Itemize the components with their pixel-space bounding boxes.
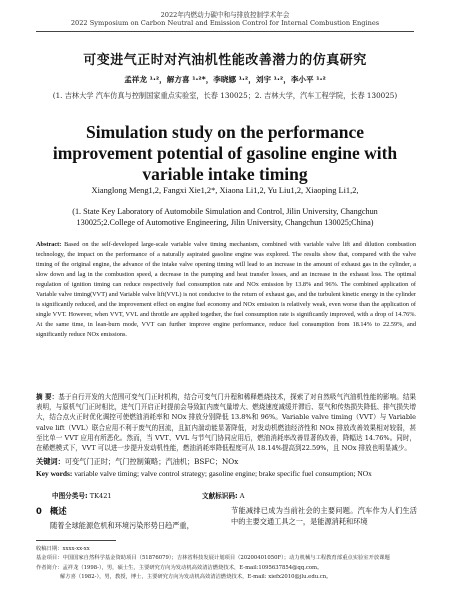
keywords-en-label: Key words:: [36, 469, 73, 478]
affiliations-zh: (1. 吉林大学 汽车仿真与控制国家重点实验室，长春 130025；2. 吉林大学，汽车工程学院，长春 130025): [52, 91, 398, 100]
affiliations-en: (1. State Key Laboratory of Automobile Simulation and Control, Jilin University, Changchun 130025;2.College of Automotive Engineering, Jilin University, Changchun 130025;China): [72, 207, 378, 227]
conference-title-zh: 2022年内燃动力碳中和与排放控制学术年会: [160, 11, 290, 19]
classification-row: [52, 490, 382, 500]
doc-label: 文献标识码:: [202, 492, 238, 500]
title-en: Simulation study on the performance improvement potential of gasoline engine with variable intake timing: [52, 122, 398, 184]
document-code: [202, 490, 244, 500]
footnotes: [36, 545, 416, 583]
clc-number: [52, 492, 112, 500]
conference-title-en: 2022 Symposium on Carbon Neutral and Emission Control for Internal Combustion Engines: [70, 19, 380, 27]
footnote-fund: 基金项目：中国国家自然科学基金资助项目（51876079）；吉林省科技发展计划项目（20200401050F）；动力机械与工程教育部重点实验室开放课题: [36, 555, 390, 562]
abstract-zh-text: 基于自行开发的大范围可变气门正时机构，结合可变气门升程和稀释燃烧技术，探索了对自然吸气汽油机性能的影响。结果表明，与原机气门正时相比，进气门开启正时提前会导致缸内废气量增大、燃烧速度减缓并滞后、泵气和传热损失降低、排气损失增大，结合点火正时优化调控可使燃油消耗率和 NOx 排放分别降低 13.8%和 96%。Variable valve timing（VVT）与 Variable valve lift（VVL）联合应用不利于废气的回流，且缸内湍动能显著降低，对发动机燃油经济性和 NOx 排放改善效果相对较弱，甚至比单一 VVT 应用有所恶化。然而，当 VVT、VVL 与节气门协同应用后，燃油消耗率改善显著的改善，降幅达 14.76%。同时，在稀燃模式下，VVT 可以进一步提升发动机性能，燃油消耗率降低程度可从 18.14%提高到22.59%，且 NOx 排放也明显减少。: [36, 393, 417, 453]
section-number: 0: [36, 506, 42, 516]
footnote-received: 收稿日期：xxxx-xx-xx: [36, 546, 90, 552]
body-column-left: [36, 505, 216, 531]
abstract-en-label: Abstract:: [36, 241, 62, 248]
clc-value: TK421: [89, 492, 112, 500]
section-title: 概述: [49, 506, 67, 516]
header-rule: [36, 31, 414, 32]
abstract-en: [36, 240, 416, 340]
footnote-author2: 解方喜（1982-），男，教授，博士，主要研究方向为发动机高效清洁燃烧技术，E-mail: xiefx2010@jlu.edu.cn。: [60, 574, 332, 581]
footnote-rule: [36, 540, 116, 541]
authors-en: Xianglong Meng1,2, Fangxi Xie1,2*, Xiaona Li1,2, Yu Liu1,2, Xiaoping Li1,2,: [91, 186, 359, 195]
authors-zh: [0, 74, 450, 85]
body-text-left: 随着全球能源危机和环境污染形势日趋严重，: [50, 521, 194, 530]
abstract-zh-label: 摘 要：: [36, 393, 59, 401]
keywords-zh-text: 可变气门正时；气门控制策略；汽油机；BSFC；NOx: [64, 457, 239, 466]
footnote-author1: 作者简介：孟祥龙（1998-），男，硕士生，主要研究方向为发动机高效清洁燃烧技术，E-mail:1095637854@qq.com。: [36, 564, 323, 571]
clc-label: 中图分类号:: [52, 492, 88, 500]
title-zh: 可变进气正时对汽油机性能改善潜力的仿真研究: [83, 53, 367, 68]
keywords-zh: [36, 457, 416, 467]
abstract-en-text: Based on the self-developed large-scale variable valve timing mechanism, combined with variable valve lift and dilution combustion technology, the impact on the performance of a naturally aspirated gasoline engine was explored. The results show that, compared with the valve timing of the original engine, the advance of the intake valve opening timing will lead to an increase in the amount of exhaust gas in the cylinder, a slow down and lag in the combustion speed, a decrease in the pumping and heat transfer losses, and an increase in the exhaust loss. The optimal regulation of ignition timing can reduce respectively fuel consumption rate and NOx emission by 13.8% and 96%. The combined application of Variable valve timing(VVT) and Variable valve lift(VVL) is not conducive to the return of exhaust gas, and the turbulent kinetic energy in the cylinder is significantly reduced, and the improvement effect on engine fuel economy and NOx emission is relatively weak, even worse than the application of single VVT. However, when VVT, VVL and throttle are applied together, the fuel consumption rate is significantly improved, with a drop of 14.76%. At the same time, in lean-burn mode, VVT can further improve engine performance, reduce fuel consumption from 18.14% to 22.59%, and significantly reduce NOx emissions.: [36, 241, 416, 338]
abstract-zh: [36, 392, 416, 453]
authors-zh-text: 孟祥龙 ¹·²，解方喜 ¹·²*，李晓娜 ¹·²，刘宇 ¹·²，李小平 ¹·²: [124, 75, 326, 84]
doc-value: A: [239, 492, 245, 500]
keywords-en-text: variable valve timing; valve control strategy; gasoline engine; brake specific fuel consumption; NOx: [74, 469, 372, 478]
section-heading: [36, 505, 216, 517]
body-text-right: 节能减排已成为当前社会的主要问题。汽车作为人们生活中的主要交通工具之一，是能源消耗和环境: [231, 506, 417, 526]
keywords-en: [36, 469, 416, 479]
keywords-zh-label: 关键词：: [36, 457, 65, 466]
